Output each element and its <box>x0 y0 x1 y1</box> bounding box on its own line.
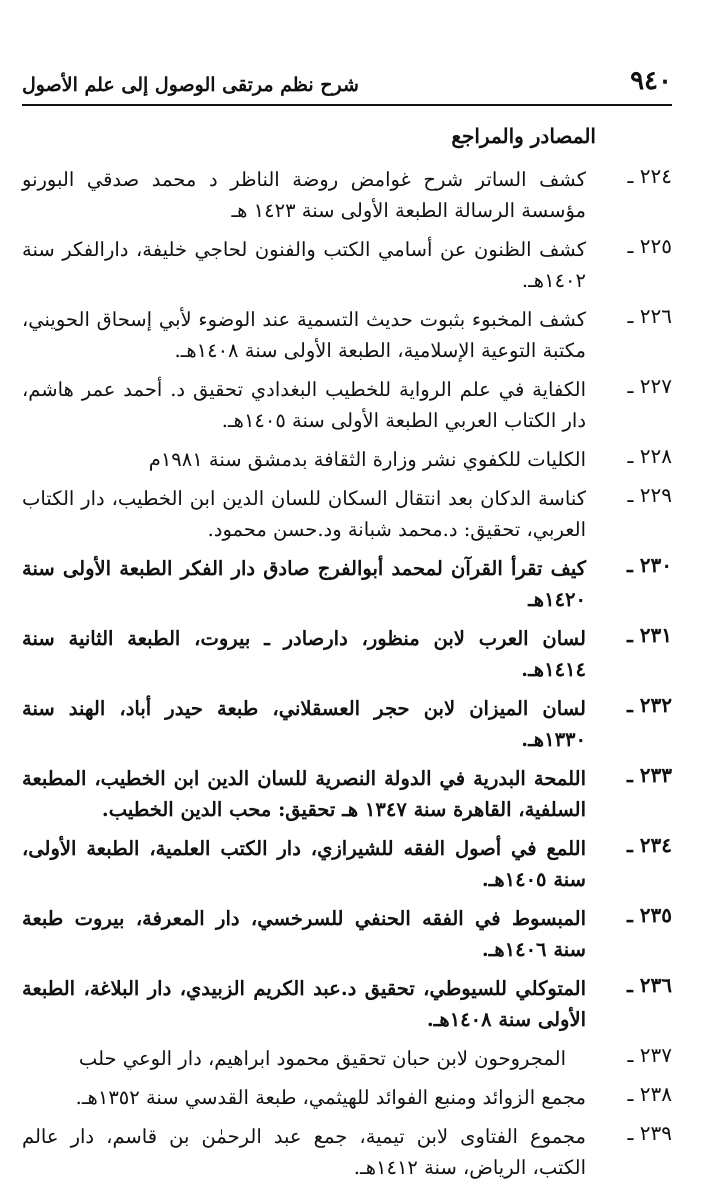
entry-text: المجروحون لابن حبان تحقيق محمود ابراهيم، دار الوعي حلب <box>78 1047 566 1070</box>
entry-number: ٢٣٠ ـ <box>626 553 672 577</box>
reference-entry <box>22 973 672 1035</box>
reference-entry <box>22 1121 672 1183</box>
entry-text: لسان العرب لابن منظور، دارصادر ـ بيروت، الطبعة الثانية سنة ١٤١٤هـ. <box>22 627 586 681</box>
reference-entry <box>22 304 672 366</box>
reference-entry <box>22 693 672 755</box>
reference-entry <box>22 553 672 615</box>
reference-entry <box>22 234 672 296</box>
entry-number: ٢٢٦ ـ <box>627 304 672 328</box>
entry-number: ٢٢٩ ـ <box>627 483 672 507</box>
reference-entry <box>22 374 672 436</box>
entry-text: اللمحة البدرية في الدولة النصرية للسان الدين ابن الخطيب، المطبعة السلفية، القاهرة سنة ١٣٤٧ هـ تحقيق: محب الدين الخطيب. <box>22 767 586 821</box>
page-number: ٩٤٠ <box>630 66 672 96</box>
entry-number: ٢٣٢ ـ <box>626 693 672 717</box>
entry-number: ٢٢٧ ـ <box>627 374 672 398</box>
reference-entry <box>22 164 672 226</box>
entry-text: كشف الظنون عن أسامي الكتب والفنون لحاجي خليفة، دارالفكر سنة ١٤٠٢هـ. <box>22 238 586 292</box>
entry-number: ٢٣٦ ـ <box>626 973 672 997</box>
entry-number: ٢٣٣ ـ <box>626 763 672 787</box>
entry-text: كشف الساتر شرح غوامض روضة الناظر د محمد صدقي البورنو مؤسسة الرسالة الطبعة الأولى سنة ١٤٢٣ هـ <box>22 168 586 222</box>
entry-number: ٢٣١ ـ <box>626 623 672 647</box>
reference-entry <box>22 1043 672 1074</box>
entry-number: ٢٢٥ ـ <box>627 234 672 258</box>
entry-number: ٢٣٤ ـ <box>626 833 672 857</box>
section-title: المصادر والمراجع <box>451 124 596 148</box>
entry-text: لسان الميزان لابن حجر العسقلاني، طبعة حيدر أباد، الهند سنة ١٣٣٠هـ. <box>22 697 586 751</box>
entry-number: ٢٣٩ ـ <box>627 1121 672 1145</box>
entry-text: مجمع الزوائد ومنبع الفوائد للهيثمي، طبعة القدسي سنة ١٣٥٢هـ. <box>75 1086 586 1109</box>
reference-entry <box>22 623 672 685</box>
entry-number: ٢٣٧ ـ <box>627 1043 672 1067</box>
entry-text: اللمع في أصول الفقه للشيرازي، دار الكتب العلمية، الطبعة الأولى، سنة ١٤٠٥هـ. <box>22 837 586 891</box>
references-list <box>22 164 672 1191</box>
entry-text: كيف تقرأ القرآن لمحمد أبوالفرج صادق دار الفكر الطبعة الأولى سنة ١٤٢٠هـ <box>22 557 586 611</box>
entry-text: مجموع الفتاوى لابن تيمية، جمع عبد الرحمٰن بن قاسم، دار عالم الكتب، الرياض، سنة ١٤١٢هـ. <box>22 1125 586 1179</box>
entry-text: المبسوط في الفقه الحنفي للسرخسي، دار المعرفة، بيروت طبعة سنة ١٤٠٦هـ. <box>22 907 586 961</box>
entry-text: كشف المخبوء بثبوت حديث التسمية عند الوضوء لأبي إسحاق الحويني، مكتبة التوعية الإسلامية، الطبعة الأولى سنة ١٤٠٨هـ. <box>22 308 586 362</box>
entry-number: ٢٢٨ ـ <box>627 444 672 468</box>
entry-text: الكليات للكفوي نشر وزارة الثقافة بدمشق سنة ١٩٨١م <box>148 448 586 471</box>
entry-number: ٢٣٨ ـ <box>627 1082 672 1106</box>
reference-entry <box>22 1082 672 1113</box>
reference-entry <box>22 903 672 965</box>
running-title: شرح نظم مرتقى الوصول إلى علم الأصول <box>22 74 359 96</box>
page-header <box>22 64 672 106</box>
entry-number: ٢٢٤ ـ <box>627 164 672 188</box>
entry-text: الكفاية في علم الرواية للخطيب البغدادي تحقيق د. أحمد عمر هاشم، دار الكتاب العربي الطبعة الأولى سنة ١٤٠٥هـ. <box>22 378 586 432</box>
reference-entry <box>22 763 672 825</box>
reference-entry <box>22 444 672 475</box>
entry-text: كناسة الدكان بعد انتقال السكان للسان الدين ابن الخطيب، دار الكتاب العربي، تحقيق: د.محمد شبانة ود.حسن محمود. <box>22 487 586 541</box>
entry-number: ٢٣٥ ـ <box>626 903 672 927</box>
entry-text: المتوكلي للسيوطي، تحقيق د.عبد الكريم الزبيدي، دار البلاغة، الطبعة الأولى سنة ١٤٠٨هـ. <box>22 977 586 1031</box>
reference-entry <box>22 833 672 895</box>
reference-entry <box>22 483 672 545</box>
